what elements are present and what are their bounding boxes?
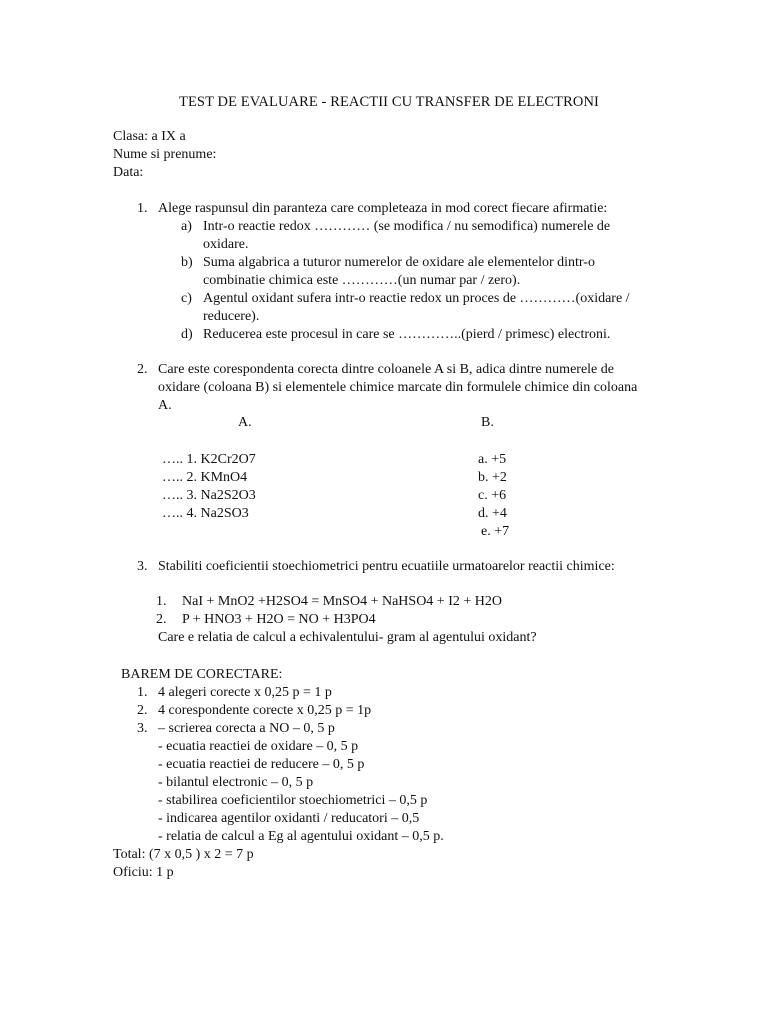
clasa-line: Clasa: a IX a (113, 129, 186, 144)
barem-row: - stabilirea coeficientilor stoechiometrici – 0,5 p (158, 793, 428, 808)
match-item-3: ….. 3. Na2S2O3 (162, 488, 256, 503)
question-1-number: 1. (137, 201, 148, 216)
data-line: Data: (113, 165, 144, 180)
barem-row: - ecuatia reactiei de reducere – 0, 5 p (158, 757, 365, 772)
option-a: a) Intr-o reactie redox ………… (se modifica / nu semodifica) numerele de oxidare. (181, 219, 611, 252)
barem-row: - indicarea agentilor oxidanti / reducatori – 0,5 (158, 811, 420, 826)
question-1-text: Alege raspunsul din paranteza care completeaza in mod corect fiecare afirmatie: (158, 201, 608, 216)
option-c: c) Agentul oxidant sufera intr-o reactie redox un proces de …………(oxidare / reducere). (181, 291, 630, 324)
question-3-number: 3. (137, 559, 148, 574)
column-a-header: A. (238, 415, 252, 430)
document-title: TEST DE EVALUARE - REACTII CU TRANSFER DE ELECTRONI (179, 94, 599, 110)
value-b: b. +2 (478, 470, 507, 485)
option-b: b) Suma algabrica a tuturor numerelor de oxidare ale elementelor dintr-o combinatie chimica este …………(un numar par / zero). (181, 255, 595, 288)
column-b-header: B. (481, 415, 494, 430)
barem-row: 1. 4 alegeri corecte x 0,25 p = 1 p (137, 685, 332, 700)
question-3-text: Stabiliti coeficientii stoechiometrici pentru ecuatiile urmatoarelor reactii chimice: (158, 559, 615, 574)
question-2-number: 2. (137, 362, 148, 377)
value-d: d. +4 (478, 506, 507, 521)
total-line: Total: (7 x 0,5 ) x 2 = 7 p (113, 847, 254, 862)
value-e: e. +7 (481, 524, 510, 539)
barem-row: 3. – scrierea corecta a NO – 0, 5 p (137, 721, 335, 736)
question-3-equations (156, 593, 502, 629)
match-item-1: ….. 1. K2Cr2O7 (162, 452, 256, 467)
match-item-4: ….. 4. Na2SO3 (162, 506, 249, 521)
question-3-extra: Care e relatia de calcul a echivalentului- gram al agentului oxidant? (158, 630, 537, 645)
nume-line: Nume si prenume: (113, 147, 217, 162)
header-fields (113, 128, 216, 182)
barem-row: 2. 4 corespondente corecte x 0,25 p = 1p (137, 703, 372, 718)
barem-row: - relatia de calcul a Eg al agentului oxidant – 0,5 p. (158, 829, 444, 844)
match-item-2: ….. 2. KMnO4 (162, 470, 248, 485)
barem-row: - ecuatia reactiei de oxidare – 0, 5 p (158, 739, 359, 754)
barem-list (137, 684, 444, 846)
oficiu-line: Oficiu: 1 p (113, 865, 174, 880)
barem-title: BAREM DE CORECTARE: (121, 667, 283, 682)
question-1-options (181, 218, 651, 344)
question-2-text: Care este corespondenta corecta dintre coloanele A si B, adica dintre numerele de oxidare (coloana B) si elementele chimice marcate din formulele chimice din coloana A. (158, 362, 638, 413)
equation-2: 2. P + HNO3 + H2O = NO + H3PO4 (156, 612, 376, 627)
option-d: d) Reducerea este procesul in care se …………..(pierd / primesc) electroni. (181, 327, 611, 342)
value-a: a. +5 (478, 452, 507, 467)
equation-1: 1. NaI + MnO2 +H2SO4 = MnSO4 + NaHSO4 + I2 + H2O (156, 594, 502, 609)
barem-row: - bilantul electronic – 0, 5 p (158, 775, 314, 790)
value-c: c. +6 (478, 488, 507, 503)
